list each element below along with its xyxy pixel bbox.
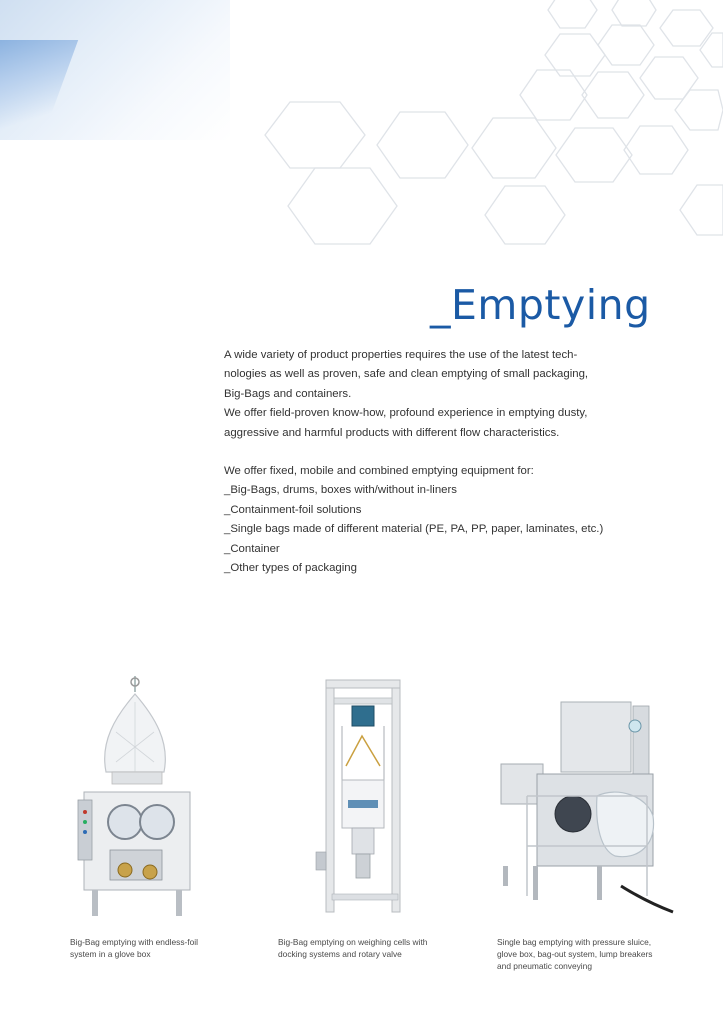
caption-line: system in a glove box	[70, 949, 151, 959]
big-bag-weighing-photo	[312, 676, 412, 916]
offer-list-item: _Containment-foil solutions	[224, 503, 362, 516]
page-title: _Emptying	[430, 281, 651, 330]
hexagon-shape	[598, 25, 654, 65]
hexagon-shape	[660, 10, 713, 46]
caption-line: glove box, bag-out system, lump breakers	[497, 949, 653, 959]
hexagon-pattern-decoration	[0, 0, 723, 320]
intro-line: aggressive and harmful products with different flow characteristics.	[224, 426, 560, 439]
hexagon-shape	[265, 102, 365, 168]
caption-line: Big-Bag emptying on weighing cells with	[278, 937, 428, 947]
offer-list-item: _Other types of packaging	[224, 562, 357, 575]
hexagon-shape	[624, 126, 688, 174]
intro-line: Big-Bags and containers.	[224, 387, 352, 400]
caption-line: docking systems and rotary valve	[278, 949, 402, 959]
caption-line: Big-Bag emptying with endless-foil	[70, 937, 199, 947]
caption-glove-box	[70, 936, 255, 960]
intro-line: A wide variety of product properties requires the use of the latest tech-	[224, 349, 578, 361]
hexagon-shape	[288, 168, 397, 244]
hexagon-shape	[548, 0, 597, 28]
caption-weighing	[278, 936, 478, 960]
hexagon-shape	[472, 118, 556, 178]
hexagon-shape	[640, 57, 698, 99]
intro-text-block	[224, 346, 644, 578]
offer-lead-text: We offer fixed, mobile and combined emptying equipment for:	[224, 465, 534, 478]
hexagon-shape	[556, 128, 632, 182]
hexagon-shape	[700, 33, 723, 67]
caption-pressure-sluice	[497, 936, 697, 972]
intro-line: We offer field-proven know-how, profound experience in emptying dusty,	[224, 407, 588, 420]
offer-list-item: _Single bags made of different material (PE, PA, PP, paper, laminates, etc.)	[224, 523, 604, 536]
intro-line: nologies as well as proven, safe and clean emptying of small packaging,	[224, 368, 589, 381]
big-bag-glove-box-photo	[70, 672, 200, 922]
single-bag-pressure-sluice-photo	[497, 696, 677, 924]
offer-list-item: _Container	[224, 542, 280, 555]
hexagon-shape	[612, 0, 656, 26]
offer-list-item: _Big-Bags, drums, boxes with/without in-liners	[224, 484, 457, 497]
hexagon-shape	[675, 90, 723, 130]
hexagon-shape	[680, 185, 723, 235]
hexagon-shape	[582, 72, 644, 118]
caption-line: and pneumatic conveying	[497, 961, 592, 971]
caption-line: Single bag emptying with pressure sluice,	[497, 937, 652, 947]
hexagon-shape	[485, 186, 565, 244]
hexagon-shape	[377, 112, 468, 178]
hexagon-shape	[520, 70, 587, 120]
